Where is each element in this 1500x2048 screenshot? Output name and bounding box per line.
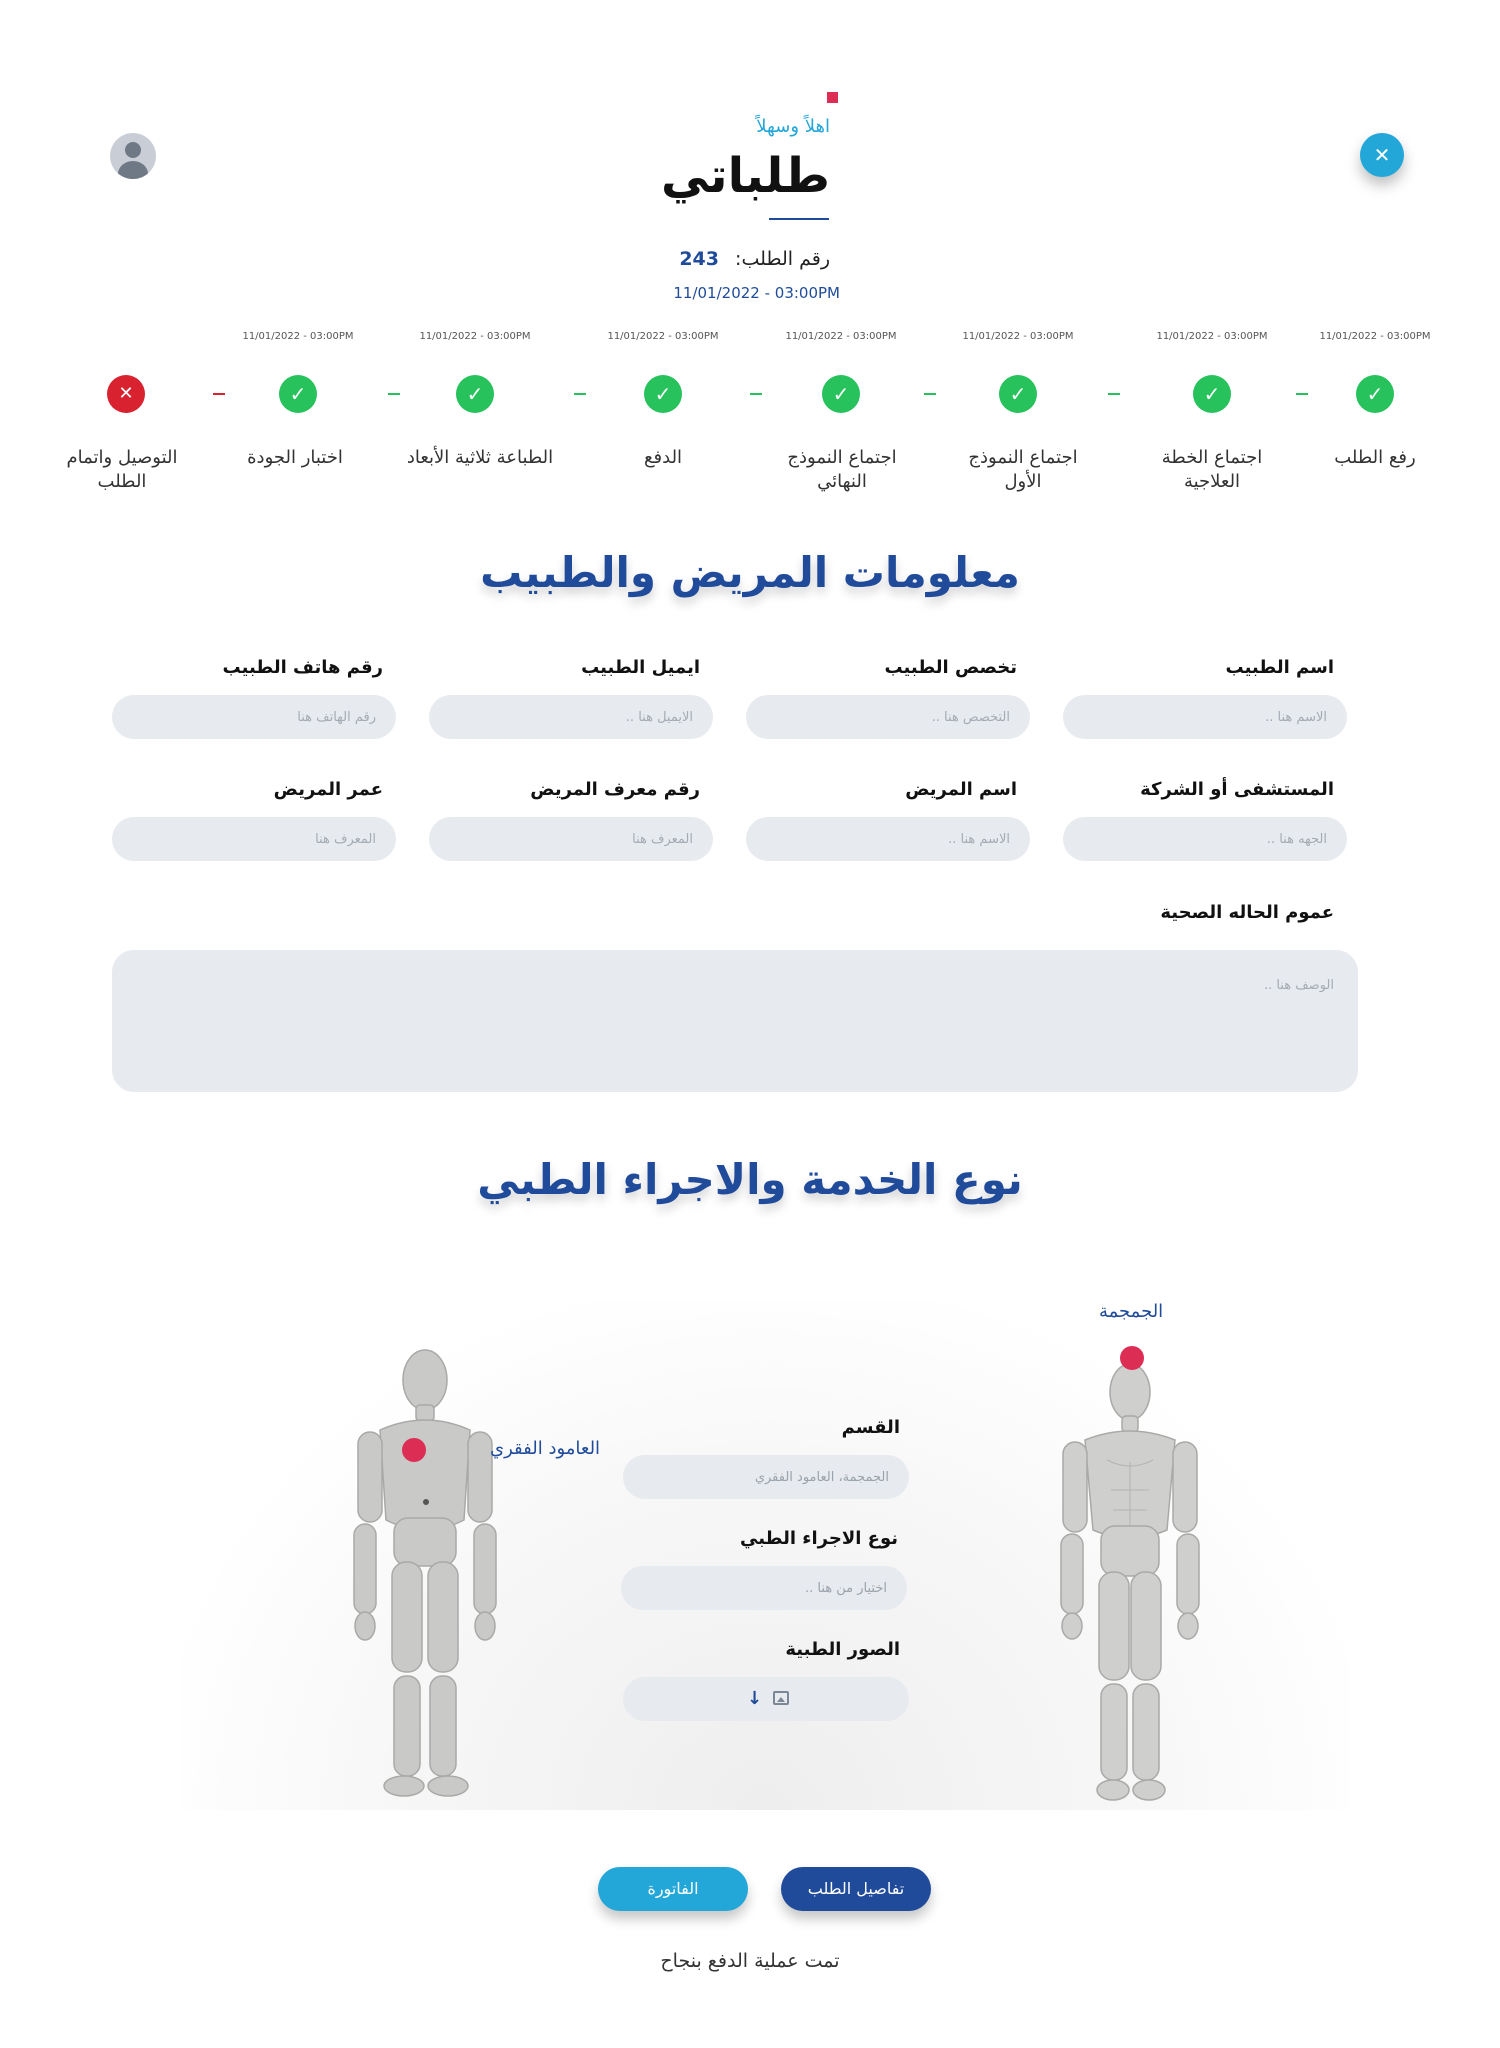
step-connector <box>574 393 586 395</box>
procedure-select[interactable] <box>621 1566 907 1610</box>
skull-hotspot-label: الجمجمة <box>1099 1301 1164 1322</box>
patient-name-input[interactable] <box>746 817 1030 861</box>
step-connector <box>213 393 225 395</box>
section-title-service: نوع الخدمة والاجراء الطبي <box>477 1155 1023 1204</box>
skull-hotspot[interactable] <box>1120 1346 1144 1370</box>
title-underline <box>769 218 829 220</box>
step-date: 11/01/2022 - 03:00PM <box>962 331 1074 342</box>
check-icon: ✓ <box>1193 375 1231 413</box>
user-avatar-icon[interactable] <box>110 133 156 179</box>
section-title-patient-doctor: معلومات المريض والطبيب <box>480 548 1020 597</box>
doctor-specialty-input[interactable] <box>746 695 1030 739</box>
step-date: 11/01/2022 - 03:00PM <box>419 331 531 342</box>
body-front-figure <box>1045 1350 1215 1810</box>
hospital-label: المستشفى أو الشركة <box>1140 779 1334 800</box>
step-connector <box>388 393 400 395</box>
patient-age-input[interactable] <box>112 817 396 861</box>
close-icon[interactable]: ✕ <box>1360 133 1404 177</box>
department-label: القسم <box>841 1417 900 1438</box>
step-label: اجتماع النموذج الأول <box>968 447 1078 492</box>
doctor-phone-input[interactable] <box>112 695 396 739</box>
hospital-input[interactable] <box>1063 817 1347 861</box>
image-icon <box>773 1691 789 1705</box>
step-date: 11/01/2022 - 03:00PM <box>785 331 897 342</box>
order-number: 243 <box>679 248 719 270</box>
close-icon: ✕ <box>107 375 145 413</box>
order-date: 11/01/2022 - 03:00PM <box>673 284 840 302</box>
invoice-button[interactable]: الفاتورة <box>598 1867 748 1911</box>
step-label: رفع الطلب <box>1334 447 1416 468</box>
patient-id-label: رقم معرف المريض <box>530 779 700 800</box>
order-details-button[interactable]: تفاصيل الطلب <box>781 1867 931 1911</box>
download-icon[interactable]: ↓ <box>747 1688 763 1709</box>
spine-hotspot[interactable] <box>402 1438 426 1462</box>
step-date: 11/01/2022 - 03:00PM <box>242 331 354 342</box>
step-label: اختبار الجودة <box>247 447 343 468</box>
doctor-name-input[interactable] <box>1063 695 1347 739</box>
body-figures-stage <box>180 1300 1350 1810</box>
check-icon: ✓ <box>456 375 494 413</box>
greeting-text: اهلاً وسهلاً <box>756 116 830 137</box>
patient-age-label: عمر المريض <box>273 779 383 800</box>
step-connector <box>1296 393 1308 395</box>
patient-name-label: اسم المريض <box>905 779 1017 800</box>
step-label: التوصيل واتمام الطلب <box>66 447 178 492</box>
procedure-label: نوع الاجراء الطبي <box>739 1528 898 1549</box>
check-icon: ✓ <box>999 375 1037 413</box>
step-connector <box>1108 393 1120 395</box>
check-icon: ✓ <box>279 375 317 413</box>
department-input[interactable] <box>623 1455 909 1499</box>
payment-status-text: تمت عملية الدفع بنجاح <box>660 1950 840 1972</box>
step-date: 11/01/2022 - 03:00PM <box>1156 331 1268 342</box>
step-label: اجتماع النموذج النهائي <box>787 447 897 492</box>
check-icon: ✓ <box>1356 375 1394 413</box>
health-status-label: عموم الحاله الصحية <box>1160 902 1334 923</box>
body-back-figure <box>340 1340 510 1810</box>
doctor-email-input[interactable] <box>429 695 713 739</box>
decorative-square <box>827 92 838 103</box>
patient-id-input[interactable] <box>429 817 713 861</box>
medical-images-label: الصور الطبية <box>785 1639 900 1660</box>
doctor-name-label: اسم الطبيب <box>1225 657 1334 678</box>
step-date: 11/01/2022 - 03:00PM <box>607 331 719 342</box>
check-icon: ✓ <box>822 375 860 413</box>
step-connector <box>924 393 936 395</box>
doctor-email-label: ايميل الطبيب <box>581 657 700 678</box>
order-number-label: رقم الطلب: <box>735 248 830 270</box>
step-date: 11/01/2022 - 03:00PM <box>1319 331 1431 342</box>
medical-images-upload[interactable] <box>623 1677 909 1721</box>
check-icon: ✓ <box>644 375 682 413</box>
doctor-phone-label: رقم هاتف الطبيب <box>222 657 383 678</box>
health-status-textarea[interactable] <box>112 950 1358 1092</box>
doctor-specialty-label: تخصص الطبيب <box>884 657 1017 678</box>
step-label: اجتماع الخطة العلاجية <box>1161 447 1263 492</box>
step-label: الدفع <box>643 447 683 468</box>
order-number-row <box>600 248 830 270</box>
page-title: طلباتي <box>660 148 830 204</box>
spine-hotspot-label: العامود الفقري <box>490 1438 601 1459</box>
step-connector <box>750 393 762 395</box>
step-label: الطباعة ثلاثية الأبعاد <box>406 447 554 468</box>
